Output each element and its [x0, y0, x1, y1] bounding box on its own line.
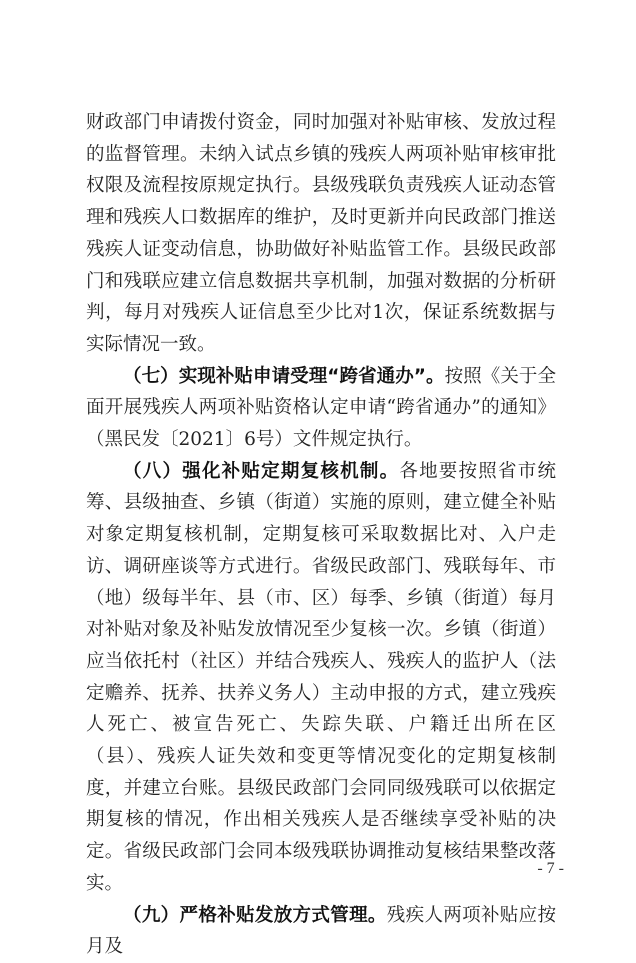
paragraph-text: 残疾人两项补贴应按月及	[86, 904, 556, 958]
page-number: - 7 -	[537, 860, 564, 877]
paragraph-continuation	[86, 107, 556, 361]
section-heading: （九）严格补贴发放方式管理。	[123, 904, 387, 926]
paragraph-section-9	[86, 900, 556, 963]
paragraph-text: 财政部门申请拨付资金，同时加强对补贴审核、发放过程的监督管理。未纳入试点乡镇的残疾人两项补贴审核审批权限及流程按原规定执行。县级残联负责残疾人证动态管理和残疾人口数据库的维护，及时更新并向民政部门推送残疾人证变动信息，协助做好补贴监管工作。县级民政部门和残联应建立信息数据共享机制，加强对数据的分析研判，每月对残疾人证信息至少比对1次，保证系统数据与实际情况一致。	[86, 112, 556, 355]
paragraph-text: 各地要按照省市统筹、县级抽查、乡镇（街道）实施的原则，建立健全补贴对象定期复核机制，定期复核可采取数据比对、入户走访、调研座谈等方式进行。省级民政部门、残联每年、市（地）级每半年、县（市、区）每季、乡镇（街道）每月对补贴对象及补贴发放情况至少复核一次。乡镇（街道）应当依托村（社区）并结合残疾人、残疾人的监护人（法定赡养、抚养、扶养义务人）主动申报的方式，建立残疾人死亡、被宣告死亡、失踪失联、户籍迁出所在区（县）、残疾人证失效和变更等情况变化的定期复核制度，并建立台账。县级民政部门会同同级残联可以依据定期复核的情况，作出相关残疾人是否继续享受补贴的决定。省级民政部门会同本级残联协调推动复核结果整改落实。	[86, 460, 556, 894]
body-text	[86, 107, 556, 963]
paragraph-section-8	[86, 456, 556, 900]
paragraph-section-7	[86, 361, 556, 456]
paragraph-text: 按照《关于全面开展残疾人两项补贴资格认定申请“跨省通办”的通知》（黑民发〔2021〕6号）文件规定执行。	[86, 365, 556, 451]
section-heading: （八）强化补贴定期复核机制。	[123, 460, 400, 482]
section-heading: （七）实现补贴申请受理“跨省通办”。	[123, 365, 445, 387]
